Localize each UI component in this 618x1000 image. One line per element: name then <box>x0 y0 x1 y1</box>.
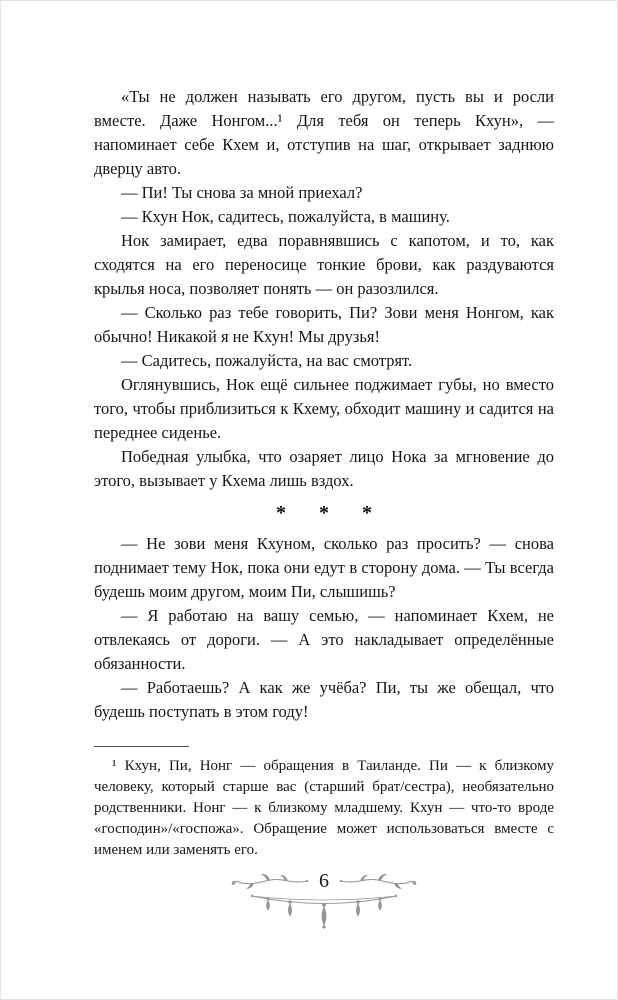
dialogue-paragraph: — Работаешь? А как же учёба? Пи, ты же обещал, что будешь поступать в этом году! <box>94 678 554 721</box>
footnote-block <box>94 746 554 861</box>
section-separator: * * * <box>276 502 386 524</box>
dialogue-paragraph: — Я работаю на вашу семью, — напоминает Кхем, не отвлекаясь от дороги. — А это накладывает определённые обязанности. <box>94 606 554 673</box>
narration-paragraph: «Ты не должен называть его другом, пусть вы и росли вместе. Даже Нонгом...¹ Для тебя он теперь Кхун», — напоминает себе Кхем и, отступив на шаг, открывает заднюю дверцу авто. <box>94 87 554 178</box>
dialogue-paragraph: — Не зови меня Кхуном, сколько раз просить? — снова поднимает тему Нок, пока они едут в сторону дома. — Ты всегда будешь моим другом, моим Пи, слышишь? <box>94 534 554 601</box>
narration-paragraph: Победная улыбка, что озаряет лицо Нока за мгновение до этого, вызывает у Кхема лишь вздох. <box>94 447 554 490</box>
flourish-right-icon <box>339 873 419 889</box>
narration-paragraph: Нок замирает, едва поравнявшись с капотом, и то, как сходятся на его переносице тонкие брови, как раздуваются крылья носа, позволяет понять — он разозлился. <box>94 231 554 298</box>
narration-paragraph: Оглянувшись, Нок ещё сильнее поджимает губы, но вместо того, чтобы приблизиться к Кхему, обходит машину и садится на переднее сиденье. <box>94 375 554 442</box>
flourish-left-icon <box>229 873 309 889</box>
page-number: 6 <box>319 870 329 892</box>
page-text <box>94 85 554 724</box>
garland-ornament-icon <box>244 891 404 937</box>
footnote-divider <box>94 746 189 747</box>
page-footer <box>94 869 554 937</box>
dialogue-paragraph: — Садитесь, пожалуйста, на вас смотрят. <box>121 351 413 370</box>
page-number-row <box>229 869 419 893</box>
dialogue-paragraph: — Сколько раз тебе говорить, Пи? Зови меня Нонгом, как обычно! Никакой я не Кхун! Мы друзья! <box>94 303 554 346</box>
dialogue-paragraph: — Пи! Ты снова за мной приехал? <box>121 183 363 202</box>
footnote-text: ¹ Кхун, Пи, Нонг — обращения в Таиланде. Пи — к близкому человеку, который старше вас (старший брат/сестра), необязательно родственники. Нонг — к близкому младшему. Кхун — что-то вроде «господин»/«госпожа». Обращение может использоваться вместе с именем или заменять его. <box>94 758 554 858</box>
dialogue-paragraph: — Кхун Нок, садитесь, пожалуйста, в машину. <box>121 207 450 226</box>
